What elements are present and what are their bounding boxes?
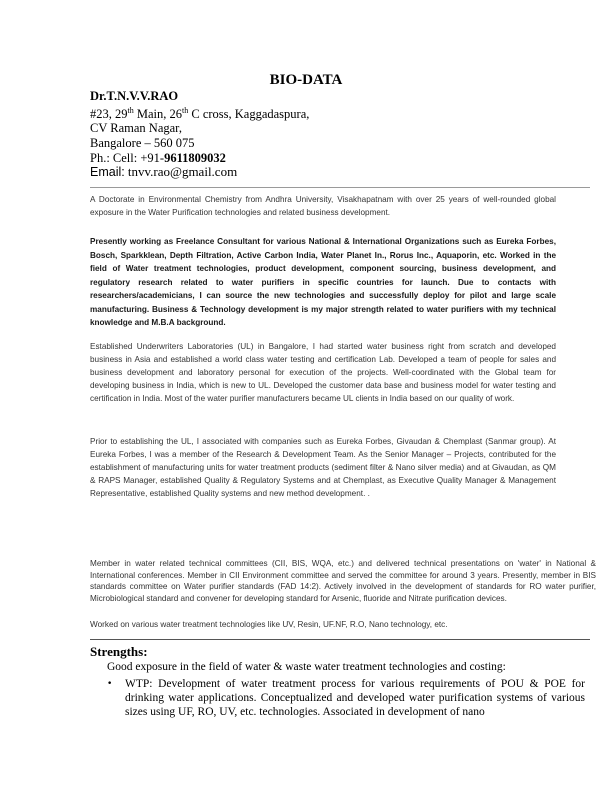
email-address[interactable]: tnvv.rao@gmail.com bbox=[127, 164, 238, 180]
strengths-heading: Strengths: bbox=[90, 644, 148, 659]
email-line bbox=[90, 165, 309, 180]
ul-experience-paragraph: Established Underwriters Laboratories (UL) in Bangalore, I had started water business right from scratch and developed business in Asia and established a world class water testing and certification Lab. Developed a team of people for sales and business development and laboratory personal for execution of the projects. Well-coordinated with the Global team for developing business in India, which is new to UL. Developed the customer data base and business model for water testing and certification in India. Most of the water purifier manufacturers became UL clients in India based on our quality of work. bbox=[90, 342, 556, 403]
strengths-intro: Good exposure in the field of water & waste water treatment technologies and costing: bbox=[107, 661, 506, 673]
top-divider bbox=[90, 187, 590, 188]
phone-label: Ph.: Cell: +91- bbox=[90, 150, 165, 165]
address-line-3: Bangalore – 560 075 bbox=[90, 135, 195, 150]
address-line-2: CV Raman Nagar, bbox=[90, 121, 182, 136]
committee-paragraph: Member in water related technical committees (CII, BIS, WQA, etc.) and delivered technical presentations on 'water' in National & International conferences. Member in CII Environment committee and served the committee for around 3 years. Presently, member in BIS standards committee on Water purifier standards (FAD 14:2). Actively involved in the development of standards for RO water purifier, Microbiological standard and convener for developing standard for Arsenic, fluoride and Nitrate purification devices. bbox=[90, 559, 596, 603]
technologies-paragraph: Worked on various water treatment technologies like UV, Resin, UF.NF, R.O, Nano technology, etc. bbox=[90, 620, 448, 629]
prior-experience-paragraph: Prior to establishing the UL, I associated with companies such as Eureka Forbes, Givaudan & Chemplast (Sanmar group). At Eureka Forbes, I was a member of the Research & Development Team. As the Senior Manager – Projects, contributed for the establishment of manufacturing units for water treatment products (sediment filter & Nano silver media) and at Givaudan, as QM & RAPS Manager, established Quality & Regulatory Systems and at Chemplast, as Executive Quality Manager & Management Representative, established Quality systems and new method development. . bbox=[90, 437, 556, 498]
phone-number: 9611809032 bbox=[164, 150, 226, 165]
contact-block bbox=[90, 89, 309, 180]
phone-line bbox=[90, 151, 309, 166]
bullet-icon: • bbox=[107, 679, 113, 689]
current-role-paragraph: Presently working as Freelance Consultant for various National & International Organizations such as Eureka Forbes, Bosch, Sparkklean, Depth Filtration, Active Carbon India, Water Planet In., Rorus Inc., Aquaporin, etc. Worked in the field of Water treatment technologies, product development, component sourcing, business development, and regulatory research related to water purifiers in specific countries for launch. Due to contacts with researchers/academicians, I can source the new technologies and successfully deploy for pilot and large scale manufacturing. Business & Technology development is my major strength related to water purifiers with my technical knowledge and M.B.A background. bbox=[90, 237, 556, 327]
summary-paragraph: A Doctorate in Environmental Chemistry from Andhra University, Visakhapatnam with over 25 years of well-rounded global exposure in the Water Purification technologies and related business development. bbox=[90, 195, 556, 217]
email-label: Email: bbox=[90, 165, 125, 180]
address-line-1: #23, 29th Main, 26th C cross, Kaggadaspura, bbox=[90, 105, 310, 121]
person-name: Dr.T.N.V.V.RAO bbox=[90, 89, 179, 103]
strengths-divider bbox=[90, 639, 590, 640]
bullet-text: WTP: Development of water treatment process for various requirements of POU & POE for drinking water applications. Conceptualized and developed water purification systems of various sizes using UF, RO, UV, etc. technologies. Associated in development of nano bbox=[125, 678, 585, 718]
document-title: BIO-DATA bbox=[269, 72, 343, 88]
